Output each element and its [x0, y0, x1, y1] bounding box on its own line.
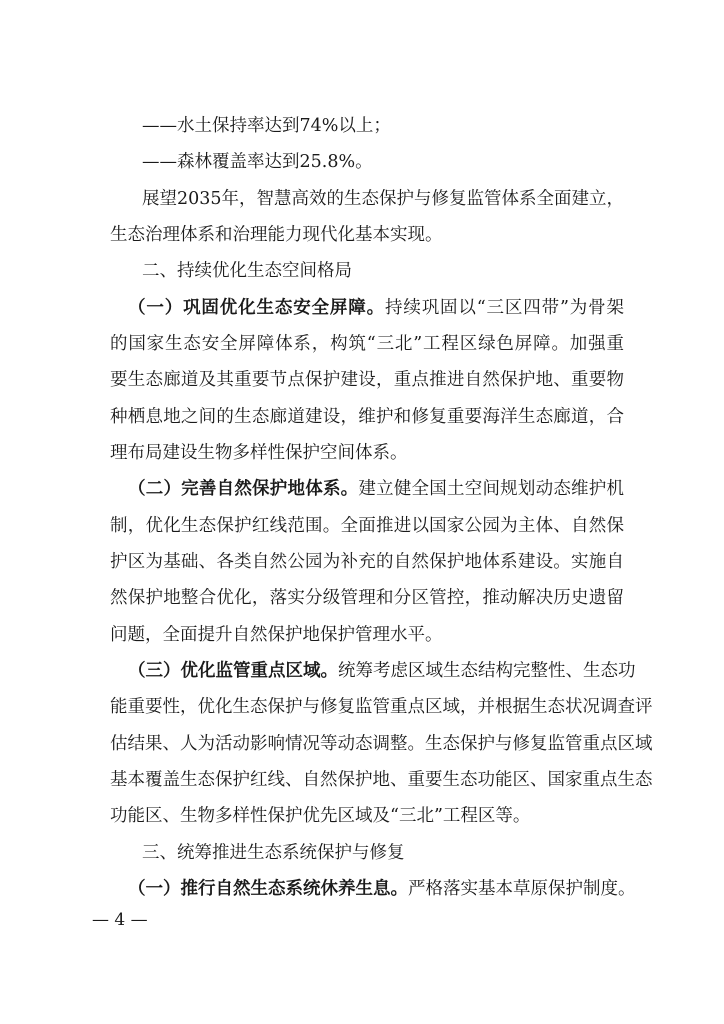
subsection-4-first-line [128, 871, 636, 907]
section-heading-3: 三、统筹推进生态系统保护与修复 [142, 843, 405, 863]
subsection-3-first-line [128, 653, 636, 689]
subsection-1-line: 理布局建设生物多样性保护空间体系。 [110, 443, 408, 463]
subsection-3-line: 功能区、生物多样性保护优先区域及“三北”工程区等。 [110, 806, 531, 826]
subsection-2-line: 制，优化生态保护红线范围。全面推进以国家公园为主体、自然保 [110, 516, 624, 536]
subsection-2-line: 然保护地整合优化，落实分级管理和分区管控，推动解决历史遗留 [110, 588, 624, 608]
subsection-text: 统筹考虑区域生态结构完整性、生态功 [338, 661, 636, 681]
outlook-paragraph-line: 生态治理体系和治理能力现代化基本实现。 [110, 225, 443, 245]
section-heading-2: 二、持续优化生态空间格局 [142, 261, 352, 281]
page-number: — 4 — [92, 910, 148, 930]
subsection-1-first-line [128, 290, 624, 326]
subsection-title: （一）推行自然生态系统休养生息。 [128, 879, 408, 899]
target-line-soil: ——水土保持率达到74%以上； [142, 116, 391, 136]
subsection-text: 建立健全国土空间规划动态维护机 [358, 479, 625, 499]
subsection-3-line: 基本覆盖生态保护红线、自然保护地、重要生态功能区、国家重点生态 [110, 770, 653, 790]
subsection-title: （一）巩固优化生态安全屏障。 [128, 298, 385, 318]
subsection-3-line: 能重要性，优化生态保护与修复监管重点区域，并根据生态状况调查评 [110, 697, 653, 717]
subsection-text: 持续巩固以“三区四带”为骨架 [384, 298, 624, 318]
subsection-3-line: 估结果、人为活动影响情况等动态调整。生态保护与修复监管重点区域 [110, 734, 653, 754]
target-line-forest: ——森林覆盖率达到25.8%。 [142, 152, 373, 172]
subsection-2-line: 护区为基础、各类自然公园为补充的自然保护地体系建设。实施自 [110, 552, 624, 572]
subsection-1-line: 种栖息地之间的生态廊道建设，维护和修复重要海洋生态廊道，合 [110, 407, 624, 427]
subsection-1-line: 要生态廊道及其重要节点保护建设，重点推进自然保护地、重要物 [110, 370, 624, 390]
subsection-title: （三）优化监管重点区域。 [128, 661, 338, 681]
outlook-paragraph-line: 展望2035年，智慧高效的生态保护与修复监管体系全面建立， [142, 189, 625, 209]
subsection-text: 严格落实基本草原保护制度。 [408, 879, 636, 899]
subsection-title: （二）完善自然保护地体系。 [128, 479, 359, 499]
subsection-2-line: 问题，全面提升自然保护地保护管理水平。 [110, 625, 443, 645]
subsection-2-first-line [128, 471, 624, 507]
subsection-1-line: 的国家生态安全屏障体系，构筑“三北”工程区绿色屏障。加强重 [110, 334, 624, 354]
